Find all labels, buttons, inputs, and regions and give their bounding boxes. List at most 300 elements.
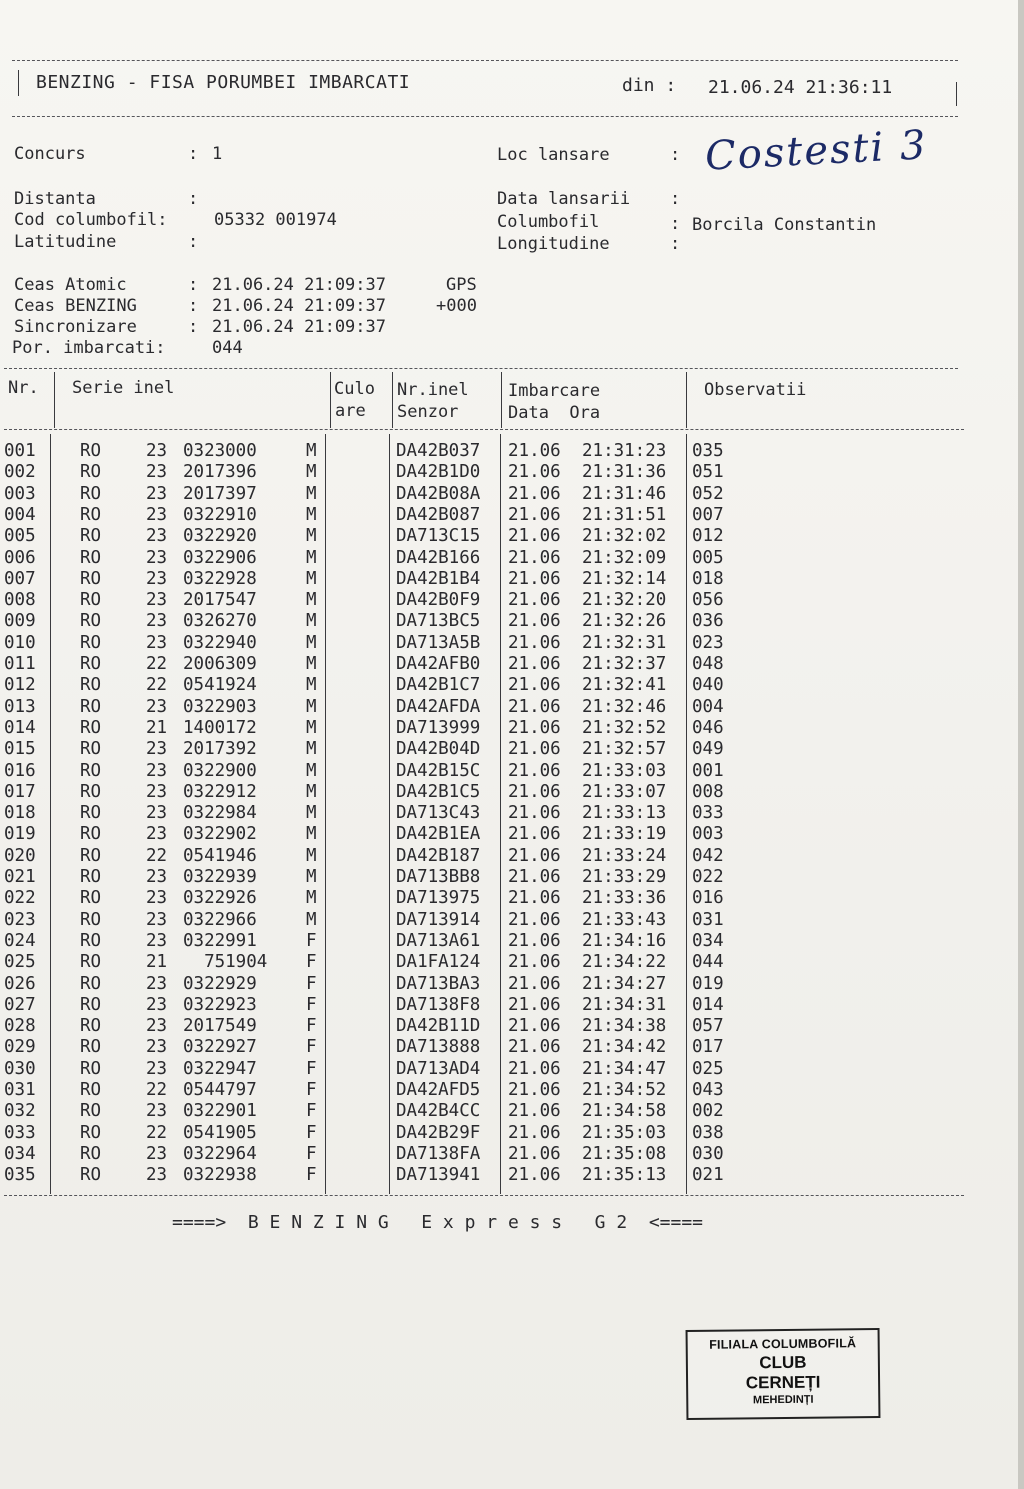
table-row bbox=[0, 526, 1010, 548]
row-date: 21.06 bbox=[508, 973, 561, 994]
porumbei-imbarcati-value: 044 bbox=[212, 338, 243, 358]
row-sensor: DA42B04D bbox=[396, 739, 481, 760]
document-title: BENZING - FISA PORUMBEI IMBARCATI bbox=[36, 72, 411, 93]
row-observatii: 003 bbox=[692, 824, 724, 845]
row-year: 23 bbox=[146, 973, 168, 994]
row-sex: F bbox=[306, 1101, 317, 1122]
row-ring-number: 0322900 bbox=[183, 760, 257, 781]
row-number: 014 bbox=[4, 717, 36, 738]
row-sensor: DA42B1EA bbox=[396, 824, 481, 845]
row-date: 21.06 bbox=[508, 739, 561, 760]
row-sex: M bbox=[306, 526, 317, 547]
row-time: 21:34:27 bbox=[582, 973, 667, 994]
row-country: RO bbox=[80, 803, 102, 824]
concurs-label: Concurs bbox=[14, 144, 86, 164]
row-sensor: DA713C15 bbox=[396, 526, 481, 547]
row-number: 026 bbox=[4, 973, 36, 994]
row-observatii: 040 bbox=[692, 675, 724, 696]
row-sensor: DA713999 bbox=[396, 717, 481, 738]
row-ring-number: 0541924 bbox=[183, 675, 257, 696]
row-number: 017 bbox=[4, 781, 36, 802]
row-ring-number: 0322923 bbox=[183, 994, 257, 1015]
row-country: RO bbox=[80, 504, 102, 525]
row-ring-number: 0322903 bbox=[183, 696, 257, 717]
row-date: 21.06 bbox=[508, 547, 561, 568]
row-ring-number: 1400172 bbox=[183, 717, 257, 738]
row-ring-number: 0322920 bbox=[183, 526, 257, 547]
row-country: RO bbox=[80, 717, 102, 738]
row-observatii: 016 bbox=[692, 888, 724, 909]
row-observatii: 017 bbox=[692, 1037, 724, 1058]
header-top-rule bbox=[12, 60, 958, 61]
row-year: 23 bbox=[146, 441, 168, 461]
row-date: 21.06 bbox=[508, 632, 561, 653]
table-bottom-rule bbox=[4, 1195, 964, 1196]
table-row bbox=[0, 782, 1010, 804]
latitudine-label: Latitudine bbox=[14, 232, 117, 252]
distanta-colon: : bbox=[188, 189, 199, 209]
row-country: RO bbox=[80, 739, 102, 760]
row-date: 21.06 bbox=[508, 1058, 561, 1079]
table-row bbox=[0, 718, 1010, 740]
sincronizare-value: 21.06.24 21:09:37 bbox=[212, 317, 386, 337]
table-row bbox=[0, 462, 1010, 484]
row-time: 21:33:43 bbox=[582, 909, 667, 930]
row-observatii: 057 bbox=[692, 1016, 724, 1037]
row-country: RO bbox=[80, 462, 102, 483]
sincronizare-colon: : bbox=[188, 317, 199, 337]
row-number: 033 bbox=[4, 1122, 36, 1143]
sincronizare-label: Sincronizare bbox=[14, 317, 137, 337]
row-date: 21.06 bbox=[508, 952, 561, 973]
table-row bbox=[0, 931, 1010, 953]
row-date: 21.06 bbox=[508, 696, 561, 717]
row-date: 21.06 bbox=[508, 526, 561, 547]
row-sex: F bbox=[306, 1016, 317, 1037]
row-date: 21.06 bbox=[508, 781, 561, 802]
row-sex: M bbox=[306, 568, 317, 589]
row-sex: F bbox=[306, 1037, 317, 1058]
row-year: 23 bbox=[146, 909, 168, 930]
row-country: RO bbox=[80, 632, 102, 653]
row-time: 21:35:08 bbox=[582, 1143, 667, 1164]
row-date: 21.06 bbox=[508, 824, 561, 845]
row-date: 21.06 bbox=[508, 568, 561, 589]
row-time: 21:34:38 bbox=[582, 1016, 667, 1037]
row-year: 23 bbox=[146, 867, 168, 887]
row-ring-number: 0322966 bbox=[183, 909, 257, 930]
row-time: 21:34:47 bbox=[582, 1058, 667, 1079]
table-row bbox=[0, 590, 1010, 612]
row-ring-number: 0322964 bbox=[183, 1143, 257, 1164]
table-row bbox=[0, 995, 1010, 1017]
row-ring-number: 0541946 bbox=[183, 845, 257, 866]
header-serie-inel: Serie inel bbox=[72, 378, 175, 398]
row-sex: M bbox=[306, 824, 317, 845]
row-number: 006 bbox=[4, 547, 36, 568]
header-culoare-1: Culo bbox=[334, 379, 375, 399]
row-ring-number: 0544797 bbox=[183, 1080, 257, 1100]
table-row bbox=[0, 910, 1010, 932]
header-imbarcare-1: Imbarcare bbox=[508, 381, 601, 401]
row-time: 21:35:13 bbox=[582, 1165, 667, 1186]
row-sensor: DA42B0F9 bbox=[396, 590, 481, 611]
row-date: 21.06 bbox=[508, 1122, 561, 1143]
row-observatii: 051 bbox=[692, 462, 724, 483]
distanta-label: Distanta bbox=[14, 189, 96, 209]
row-country: RO bbox=[80, 845, 102, 866]
row-sensor: DA7138F8 bbox=[396, 994, 481, 1015]
row-ring-number: 0322929 bbox=[183, 973, 257, 994]
row-sex: F bbox=[306, 1165, 317, 1186]
row-sex: M bbox=[306, 696, 317, 717]
table-row bbox=[0, 952, 1010, 974]
row-time: 21:32:31 bbox=[582, 632, 667, 653]
columbofil-value: Borcila Constantin bbox=[692, 215, 877, 235]
header-imbarcare-2: Data Ora bbox=[508, 403, 601, 423]
row-observatii: 042 bbox=[692, 845, 724, 866]
row-year: 23 bbox=[146, 739, 168, 760]
row-sex: F bbox=[306, 1080, 317, 1100]
row-year: 23 bbox=[146, 590, 168, 611]
row-ring-number: 0322991 bbox=[183, 930, 257, 951]
row-observatii: 014 bbox=[692, 994, 724, 1015]
row-ring-number: 0322901 bbox=[183, 1101, 257, 1122]
header-bottom-rule bbox=[12, 116, 958, 117]
row-ring-number: 0322928 bbox=[183, 568, 257, 589]
row-date: 21.06 bbox=[508, 675, 561, 696]
row-year: 23 bbox=[146, 547, 168, 568]
row-sex: M bbox=[306, 654, 317, 674]
row-number: 021 bbox=[4, 867, 36, 887]
row-country: RO bbox=[80, 611, 102, 632]
row-ring-number: 2017396 bbox=[183, 462, 257, 483]
row-sensor: DA42B08A bbox=[396, 483, 481, 504]
row-year: 23 bbox=[146, 803, 168, 824]
row-number: 010 bbox=[4, 632, 36, 653]
row-ring-number: 2017397 bbox=[183, 483, 257, 504]
row-sex: M bbox=[306, 504, 317, 525]
row-year: 23 bbox=[146, 1037, 168, 1058]
stamp-line-2: CLUB bbox=[759, 1352, 807, 1373]
row-year: 23 bbox=[146, 1165, 168, 1186]
row-date: 21.06 bbox=[508, 1037, 561, 1058]
row-time: 21:31:46 bbox=[582, 483, 667, 504]
row-ring-number: 2017549 bbox=[183, 1016, 257, 1037]
row-observatii: 036 bbox=[692, 611, 724, 632]
row-number: 015 bbox=[4, 739, 36, 760]
row-sensor: DA713975 bbox=[396, 888, 481, 909]
row-sex: M bbox=[306, 590, 317, 611]
row-number: 001 bbox=[4, 441, 36, 461]
row-observatii: 044 bbox=[692, 952, 724, 973]
row-sex: M bbox=[306, 462, 317, 483]
table-row bbox=[0, 803, 1010, 825]
row-number: 030 bbox=[4, 1058, 36, 1079]
row-number: 008 bbox=[4, 590, 36, 611]
row-time: 21:32:37 bbox=[582, 654, 667, 674]
row-number: 020 bbox=[4, 845, 36, 866]
row-sensor: DA42B1D0 bbox=[396, 462, 481, 483]
row-date: 21.06 bbox=[508, 867, 561, 887]
stamp-line-3: CERNEȚI bbox=[745, 1372, 821, 1393]
row-sex: M bbox=[306, 909, 317, 930]
row-time: 21:32:02 bbox=[582, 526, 667, 547]
row-sex: M bbox=[306, 675, 317, 696]
row-sex: F bbox=[306, 994, 317, 1015]
row-time: 21:32:41 bbox=[582, 675, 667, 696]
row-observatii: 023 bbox=[692, 632, 724, 653]
row-year: 21 bbox=[146, 717, 168, 738]
row-number: 002 bbox=[4, 462, 36, 483]
table-row bbox=[0, 1123, 1010, 1145]
row-sensor: DA42B187 bbox=[396, 845, 481, 866]
row-time: 21:32:20 bbox=[582, 590, 667, 611]
row-time: 21:35:03 bbox=[582, 1122, 667, 1143]
row-country: RO bbox=[80, 930, 102, 951]
row-date: 21.06 bbox=[508, 803, 561, 824]
row-number: 009 bbox=[4, 611, 36, 632]
row-country: RO bbox=[80, 824, 102, 845]
row-country: RO bbox=[80, 952, 102, 973]
row-date: 21.06 bbox=[508, 441, 561, 461]
row-date: 21.06 bbox=[508, 717, 561, 738]
row-date: 21.06 bbox=[508, 845, 561, 866]
row-sensor: DA42B1B4 bbox=[396, 568, 481, 589]
row-date: 21.06 bbox=[508, 462, 561, 483]
row-year: 23 bbox=[146, 994, 168, 1015]
row-ring-number: 0322912 bbox=[183, 781, 257, 802]
row-ring-number: 0322940 bbox=[183, 632, 257, 653]
row-number: 004 bbox=[4, 504, 36, 525]
row-number: 011 bbox=[4, 654, 36, 674]
row-country: RO bbox=[80, 1165, 102, 1186]
row-sex: F bbox=[306, 1143, 317, 1164]
row-country: RO bbox=[80, 696, 102, 717]
din-value: 21.06.24 21:36:11 bbox=[708, 77, 893, 98]
row-country: RO bbox=[80, 1016, 102, 1037]
row-number: 029 bbox=[4, 1037, 36, 1058]
row-year: 23 bbox=[146, 930, 168, 951]
row-sensor: DA42AFD5 bbox=[396, 1080, 481, 1100]
row-time: 21:34:58 bbox=[582, 1101, 667, 1122]
row-number: 034 bbox=[4, 1143, 36, 1164]
footer-banner: ====> B E N Z I N G E x p r e s s G 2 <==== bbox=[172, 1212, 704, 1233]
row-number: 018 bbox=[4, 803, 36, 824]
row-date: 21.06 bbox=[508, 909, 561, 930]
longitudine-colon: : bbox=[670, 234, 681, 254]
row-time: 21:33:13 bbox=[582, 803, 667, 824]
row-country: RO bbox=[80, 526, 102, 547]
row-year: 23 bbox=[146, 1016, 168, 1037]
row-sex: M bbox=[306, 803, 317, 824]
row-sex: M bbox=[306, 781, 317, 802]
table-row bbox=[0, 675, 1010, 697]
row-time: 21:33:03 bbox=[582, 760, 667, 781]
row-country: RO bbox=[80, 760, 102, 781]
porumbei-imbarcati-label: Por. imbarcati: bbox=[12, 338, 166, 358]
row-country: RO bbox=[80, 590, 102, 611]
row-sensor: DA713914 bbox=[396, 909, 481, 930]
row-date: 21.06 bbox=[508, 483, 561, 504]
ceas-benzing-suffix: +000 bbox=[436, 296, 477, 316]
table-row bbox=[0, 1016, 1010, 1038]
header-left-bar bbox=[18, 70, 19, 96]
row-date: 21.06 bbox=[508, 1143, 561, 1164]
row-year: 23 bbox=[146, 632, 168, 653]
row-sensor: DA42B29F bbox=[396, 1122, 481, 1143]
row-number: 016 bbox=[4, 760, 36, 781]
row-sensor: DA713BB8 bbox=[396, 867, 481, 887]
row-country: RO bbox=[80, 654, 102, 674]
row-date: 21.06 bbox=[508, 1080, 561, 1100]
row-observatii: 019 bbox=[692, 973, 724, 994]
row-ring-number: 0322902 bbox=[183, 824, 257, 845]
row-ring-number: 0322926 bbox=[183, 888, 257, 909]
row-ring-number: 0326270 bbox=[183, 611, 257, 632]
table-row bbox=[0, 761, 1010, 783]
row-time: 21:34:16 bbox=[582, 930, 667, 951]
header-culoare-2: are bbox=[335, 401, 366, 421]
row-sex: M bbox=[306, 717, 317, 738]
row-sensor: DA42B166 bbox=[396, 547, 481, 568]
row-observatii: 056 bbox=[692, 590, 724, 611]
row-country: RO bbox=[80, 1101, 102, 1122]
row-sensor: DA42B087 bbox=[396, 504, 481, 525]
columbofil-label: Columbofil bbox=[497, 212, 600, 232]
col-divider-serie-header bbox=[330, 372, 331, 428]
row-sensor: DA1FA124 bbox=[396, 952, 481, 973]
row-sensor: DA42B11D bbox=[396, 1016, 481, 1037]
row-sensor: DA42B4CC bbox=[396, 1101, 481, 1122]
row-sex: F bbox=[306, 952, 317, 973]
table-header-rule bbox=[4, 429, 964, 430]
row-sensor: DA42B1C5 bbox=[396, 781, 481, 802]
col-divider-culo-header bbox=[392, 372, 393, 428]
row-sex: F bbox=[306, 930, 317, 951]
row-observatii: 012 bbox=[692, 526, 724, 547]
row-number: 024 bbox=[4, 930, 36, 951]
row-number: 032 bbox=[4, 1101, 36, 1122]
col-divider-senzor-header bbox=[501, 372, 502, 428]
row-observatii: 021 bbox=[692, 1165, 724, 1186]
row-time: 21:32:26 bbox=[582, 611, 667, 632]
club-stamp bbox=[686, 1328, 881, 1420]
table-row bbox=[0, 1080, 1010, 1102]
row-number: 031 bbox=[4, 1080, 36, 1100]
table-row bbox=[0, 846, 1010, 868]
row-year: 23 bbox=[146, 824, 168, 845]
data-lansarii-colon: : bbox=[670, 189, 681, 209]
row-year: 22 bbox=[146, 654, 168, 674]
row-time: 21:34:52 bbox=[582, 1080, 667, 1100]
row-sensor: DA713A61 bbox=[396, 930, 481, 951]
row-time: 21:34:22 bbox=[582, 952, 667, 973]
row-year: 23 bbox=[146, 462, 168, 483]
table-row bbox=[0, 654, 1010, 676]
row-time: 21:32:57 bbox=[582, 739, 667, 760]
row-sex: M bbox=[306, 867, 317, 887]
table-row bbox=[0, 1037, 1010, 1059]
header-nrinel-2: Senzor bbox=[397, 402, 459, 422]
table-row bbox=[0, 569, 1010, 591]
row-sex: F bbox=[306, 973, 317, 994]
row-sex: M bbox=[306, 845, 317, 866]
row-ring-number: 0322910 bbox=[183, 504, 257, 525]
row-observatii: 049 bbox=[692, 739, 724, 760]
paper-edge bbox=[1018, 0, 1024, 1489]
row-date: 21.06 bbox=[508, 760, 561, 781]
row-country: RO bbox=[80, 781, 102, 802]
row-time: 21:34:42 bbox=[582, 1037, 667, 1058]
row-number: 035 bbox=[4, 1165, 36, 1186]
row-observatii: 025 bbox=[692, 1058, 724, 1079]
table-row bbox=[0, 633, 1010, 655]
latitudine-colon: : bbox=[188, 232, 199, 252]
row-country: RO bbox=[80, 888, 102, 909]
row-ring-number: 2017392 bbox=[183, 739, 257, 760]
row-date: 21.06 bbox=[508, 654, 561, 674]
row-country: RO bbox=[80, 909, 102, 930]
row-sensor: DA42B1C7 bbox=[396, 675, 481, 696]
row-year: 23 bbox=[146, 504, 168, 525]
row-sensor: DA42AFB0 bbox=[396, 654, 481, 674]
row-observatii: 033 bbox=[692, 803, 724, 824]
col-divider-imbarcare-header bbox=[686, 372, 687, 428]
row-year: 23 bbox=[146, 1058, 168, 1079]
row-observatii: 018 bbox=[692, 568, 724, 589]
row-date: 21.06 bbox=[508, 611, 561, 632]
row-observatii: 001 bbox=[692, 760, 724, 781]
row-year: 23 bbox=[146, 888, 168, 909]
table-row bbox=[0, 739, 1010, 761]
row-sensor: DA713AD4 bbox=[396, 1058, 481, 1079]
col-divider-nr-header bbox=[54, 372, 55, 428]
row-country: RO bbox=[80, 1143, 102, 1164]
row-time: 21:34:31 bbox=[582, 994, 667, 1015]
table-row bbox=[0, 1059, 1010, 1081]
row-number: 028 bbox=[4, 1016, 36, 1037]
row-time: 21:32:09 bbox=[582, 547, 667, 568]
row-observatii: 048 bbox=[692, 654, 724, 674]
row-year: 22 bbox=[146, 845, 168, 866]
loc-lansare-label: Loc lansare bbox=[497, 145, 610, 165]
row-number: 019 bbox=[4, 824, 36, 845]
loc-lansare-colon: : bbox=[670, 145, 681, 165]
row-date: 21.06 bbox=[508, 888, 561, 909]
row-year: 23 bbox=[146, 1143, 168, 1164]
row-observatii: 030 bbox=[692, 1143, 724, 1164]
row-observatii: 046 bbox=[692, 717, 724, 738]
row-country: RO bbox=[80, 568, 102, 589]
longitudine-label: Longitudine bbox=[497, 234, 610, 254]
row-number: 013 bbox=[4, 696, 36, 717]
row-sex: M bbox=[306, 739, 317, 760]
row-ring-number: 0322939 bbox=[183, 867, 257, 887]
row-date: 21.06 bbox=[508, 1165, 561, 1186]
stamp-line-1: FILIALA COLUMBOFILĂ bbox=[709, 1336, 857, 1352]
row-observatii: 035 bbox=[692, 441, 724, 461]
table-row bbox=[0, 824, 1010, 846]
row-country: RO bbox=[80, 483, 102, 504]
row-ring-number: 0541905 bbox=[183, 1122, 257, 1143]
row-date: 21.06 bbox=[508, 994, 561, 1015]
columbofil-colon: : bbox=[670, 214, 681, 234]
row-observatii: 043 bbox=[692, 1080, 724, 1100]
row-sensor: DA7138FA bbox=[396, 1143, 481, 1164]
row-time: 21:33:29 bbox=[582, 867, 667, 887]
row-year: 23 bbox=[146, 526, 168, 547]
